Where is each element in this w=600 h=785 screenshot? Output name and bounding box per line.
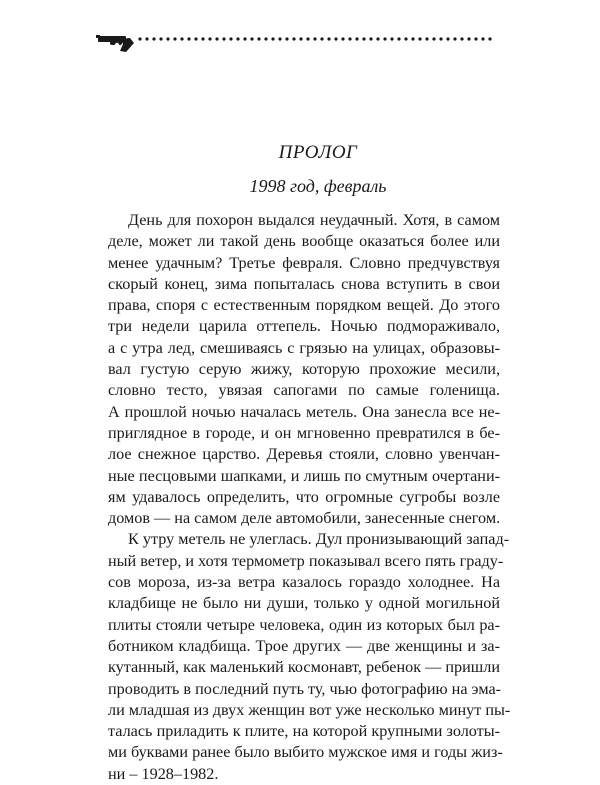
text-line: деле, может ли такой день вообще оказаться более или <box>108 232 500 251</box>
text-line: ям удавалось определить, что огромные сугробы возле <box>108 487 500 506</box>
chapter-title: ПРОЛОГ <box>278 142 358 163</box>
text-line: проводить в последний путь ту, чью фотографию на эма- <box>108 679 502 698</box>
text-line: словно тесто, увязая сапогами по самые голенища. <box>108 381 500 400</box>
text-line: ли младшая из двух женщин вот уже несколько минут пы- <box>108 700 511 719</box>
text-line: сов мороза, из-за ветра казалось гораздо холоднее. На <box>108 573 500 592</box>
text-line: плиты стояли четыре человека, один из которых был ра- <box>108 615 500 634</box>
text-line: К утру метель не улеглась. Дул пронизывающий запад- <box>128 530 510 549</box>
text-line: кладбище не было ни души, только у одной могильной <box>108 594 500 613</box>
text-line: три недели царила оттепель. Ночью подмораживало, <box>108 317 500 336</box>
text-line: менее удачным? Третье февраля. Словно предчувствуя <box>108 253 500 272</box>
text-line: ные песцовыми шапками, и лишь по смутным очертани- <box>108 466 500 485</box>
text-line: ный ветер, и хотя термометр показывал всего пять граду- <box>108 551 504 570</box>
text-line: скорый конец, зима попыталась снова вступить в свои <box>108 274 500 293</box>
text-line: лое снежное царство. Деревья стояли, словно увенчан- <box>108 445 500 464</box>
text-line: права, споря с естественным порядком вещей. До этого <box>108 296 500 315</box>
text-line: приглядное в городе, и он мгновенно превратился в бе- <box>108 423 500 442</box>
text-line: ми буквами ранее было выбито мужское имя и годы жиз- <box>108 743 503 762</box>
text-line: вал густую серую жижу, которую прохожие месили, <box>108 360 500 379</box>
revolver-icon <box>96 30 496 54</box>
text-line: ни – 1928–1982. <box>108 764 219 783</box>
body-text <box>108 210 511 785</box>
text-line: ботником кладбища. Трое других — две женщины и за- <box>108 636 500 655</box>
chapter-subtitle: 1998 год, февраль <box>249 176 387 196</box>
text-line: А прошлой ночью началась метель. Она занесла все не- <box>108 402 500 421</box>
text-line: домов — на самом деле автомобили, занесенные снегом. <box>108 509 501 528</box>
text-line: талась приладить к плите, на которой крупными золоты- <box>108 722 500 741</box>
text-line: День для похорон выдался неудачный. Хотя, в самом <box>128 211 500 229</box>
header-ornament <box>96 30 496 54</box>
text-line: кутанный, как маленький космонавт, ребенок — пришли <box>108 658 500 677</box>
text-line: а с утра лед, смешиваясь с грязью на улицах, образовы- <box>108 338 500 357</box>
